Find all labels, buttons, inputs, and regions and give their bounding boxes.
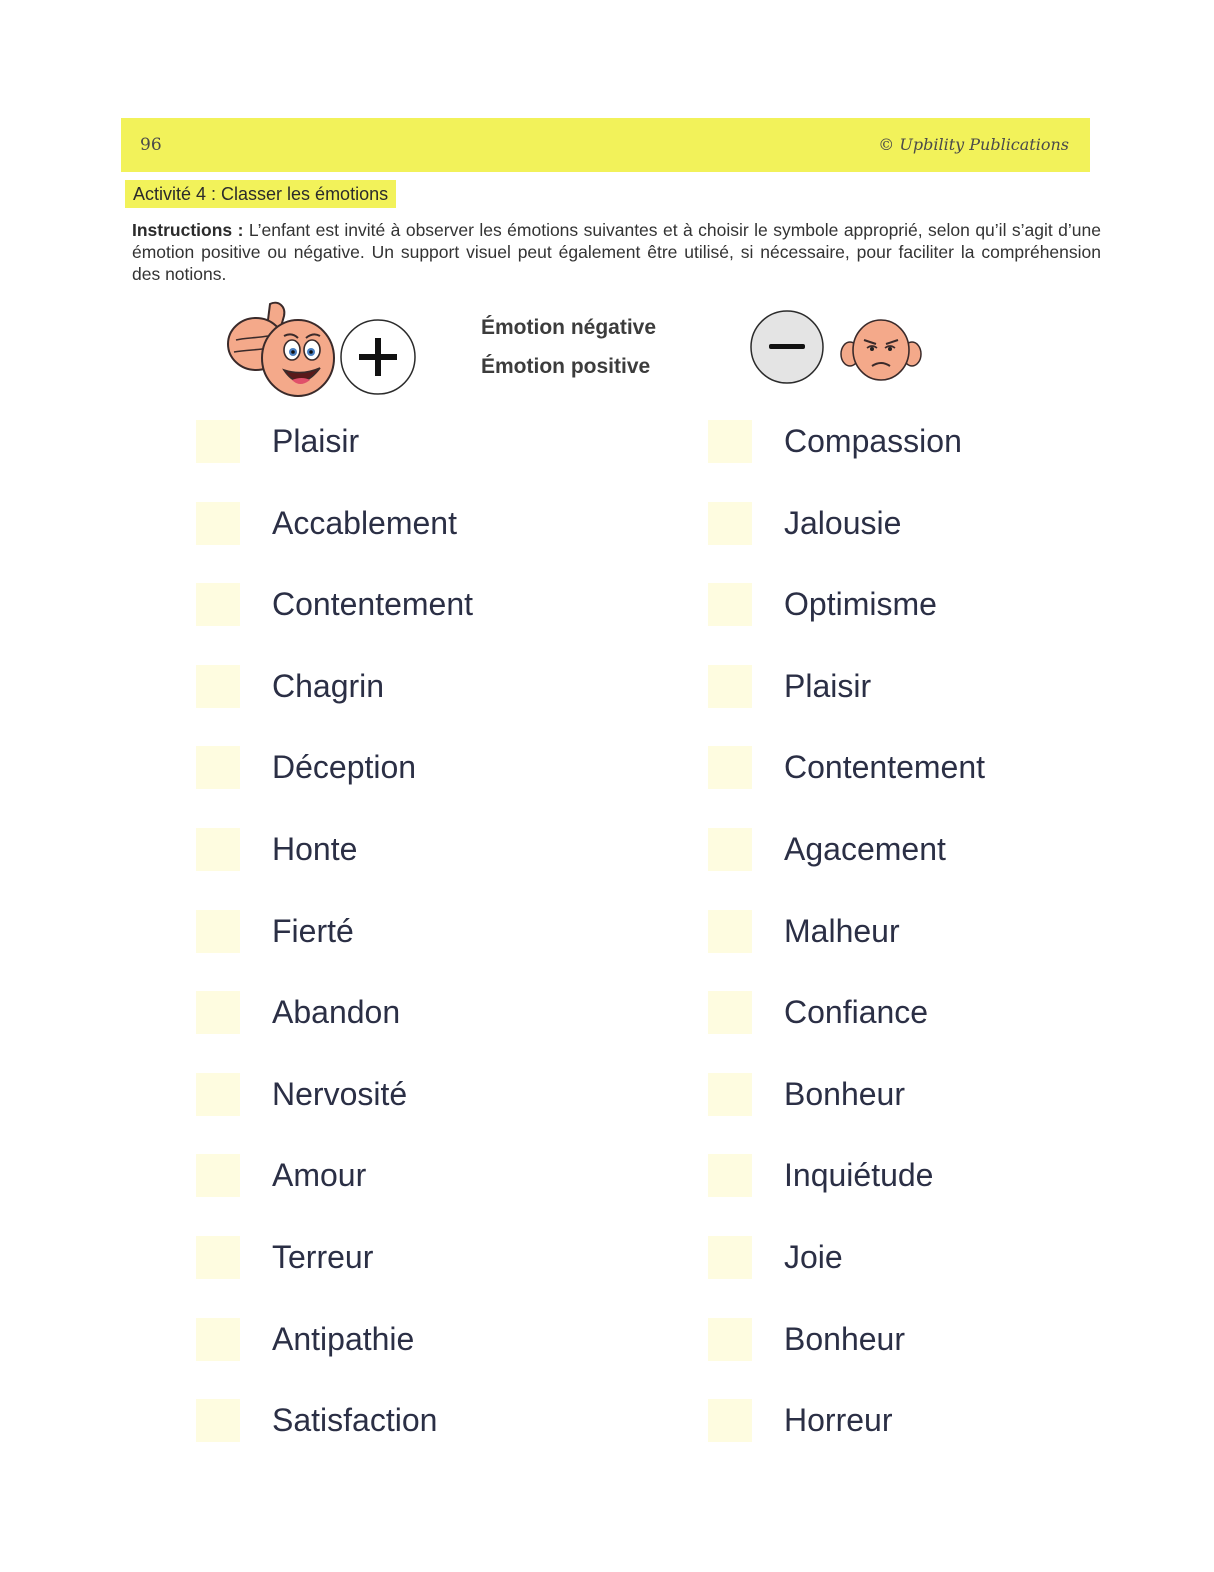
checkbox[interactable] — [196, 910, 240, 953]
list-item — [196, 991, 676, 1073]
list-item — [708, 828, 1188, 910]
instructions-label: Instructions : — [132, 220, 244, 240]
emotion-word: Fierté — [272, 912, 354, 949]
list-item — [708, 1154, 1188, 1236]
plus-circle-icon — [339, 318, 417, 396]
emotion-word: Chagrin — [272, 667, 385, 704]
list-item — [708, 583, 1188, 665]
instructions — [132, 219, 1101, 285]
list-item — [196, 420, 676, 502]
list-item — [708, 420, 1188, 502]
list-item — [708, 746, 1188, 828]
list-item — [196, 1399, 676, 1481]
emotion-list-right — [708, 420, 1188, 1481]
checkbox[interactable] — [196, 1154, 240, 1197]
checkbox[interactable] — [196, 746, 240, 789]
list-item — [708, 1399, 1188, 1481]
list-item — [708, 1073, 1188, 1155]
checkbox[interactable] — [708, 420, 752, 463]
emotion-word: Antipathie — [272, 1320, 415, 1357]
checkbox[interactable] — [196, 828, 240, 871]
emotion-word: Bonheur — [784, 1075, 905, 1112]
checkbox[interactable] — [708, 1399, 752, 1442]
emotion-word: Déception — [272, 749, 417, 786]
list-item — [708, 665, 1188, 747]
list-item — [196, 1154, 676, 1236]
emotion-word: Agacement — [784, 830, 946, 867]
list-item — [196, 583, 676, 665]
activity-title: Activité 4 : Classer les émotions — [125, 180, 396, 208]
checkbox[interactable] — [708, 665, 752, 708]
emotion-word: Satisfaction — [272, 1402, 438, 1439]
checkbox[interactable] — [708, 1318, 752, 1361]
emotion-word: Accablement — [272, 504, 457, 541]
checkbox[interactable] — [196, 502, 240, 545]
minus-circle-icon — [749, 308, 825, 386]
checkbox[interactable] — [708, 583, 752, 626]
list-item — [196, 910, 676, 992]
list-item — [196, 1236, 676, 1318]
emotion-word: Plaisir — [272, 423, 360, 459]
emotion-word: Honte — [272, 830, 358, 867]
emotion-word: Contentement — [784, 749, 986, 786]
checkbox[interactable] — [196, 1318, 240, 1361]
emotion-word: Confiance — [784, 994, 929, 1031]
checkbox[interactable] — [196, 420, 240, 463]
emotion-word: Jalousie — [784, 504, 902, 541]
emotion-word: Plaisir — [784, 667, 872, 704]
list-item — [196, 665, 676, 747]
emotion-word: Amour — [272, 1157, 367, 1194]
legend-label-1: Émotion négative — [481, 316, 657, 339]
checkbox[interactable] — [196, 1073, 240, 1116]
list-item — [196, 502, 676, 584]
checkbox[interactable] — [196, 1236, 240, 1279]
thumbs-up-smiley-icon — [226, 296, 338, 400]
emotion-word: Contentement — [272, 586, 474, 623]
list-item — [708, 1318, 1188, 1400]
grumpy-face-icon — [840, 318, 922, 382]
list-item — [708, 910, 1188, 992]
emotion-word: Compassion — [784, 423, 962, 459]
checkbox[interactable] — [708, 991, 752, 1034]
checkbox[interactable] — [708, 746, 752, 789]
checkbox[interactable] — [196, 991, 240, 1034]
legend-label-2: Émotion positive — [481, 355, 651, 378]
publisher-credit: © Upbility Publications — [878, 135, 1069, 154]
checkbox[interactable] — [708, 910, 752, 953]
list-item — [196, 746, 676, 828]
checkbox[interactable] — [708, 1236, 752, 1279]
emotion-list-left — [196, 420, 676, 1481]
list-item — [196, 828, 676, 910]
checkbox[interactable] — [196, 665, 240, 708]
page-header — [121, 118, 1090, 172]
checkbox[interactable] — [196, 1399, 240, 1442]
list-item — [708, 502, 1188, 584]
emotion-word: Malheur — [784, 912, 900, 949]
checkbox[interactable] — [708, 502, 752, 545]
checkbox[interactable] — [196, 583, 240, 626]
emotion-word: Abandon — [272, 994, 401, 1031]
emotion-word: Terreur — [272, 1238, 374, 1275]
emotion-word: Horreur — [784, 1402, 893, 1439]
checkbox[interactable] — [708, 1073, 752, 1116]
emotion-word: Bonheur — [784, 1320, 905, 1357]
list-item — [708, 991, 1188, 1073]
checkbox[interactable] — [708, 1154, 752, 1197]
page-number: 96 — [140, 135, 162, 155]
emotion-word: Inquiétude — [784, 1157, 934, 1194]
emotion-word: Joie — [784, 1238, 843, 1275]
checkbox[interactable] — [708, 828, 752, 871]
emotion-word: Optimisme — [784, 586, 937, 623]
list-item — [708, 1236, 1188, 1318]
instructions-text: L’enfant est invité à observer les émotions suivantes et à choisir le symbole approprié, selon qu’il s’agit d’une émotion positive ou négative. Un support visuel peut également être utilisé, si nécessaire, pour faciliter la compréhension des notions. — [132, 220, 1101, 284]
emotion-word: Nervosité — [272, 1075, 408, 1112]
list-item — [196, 1318, 676, 1400]
list-item — [196, 1073, 676, 1155]
